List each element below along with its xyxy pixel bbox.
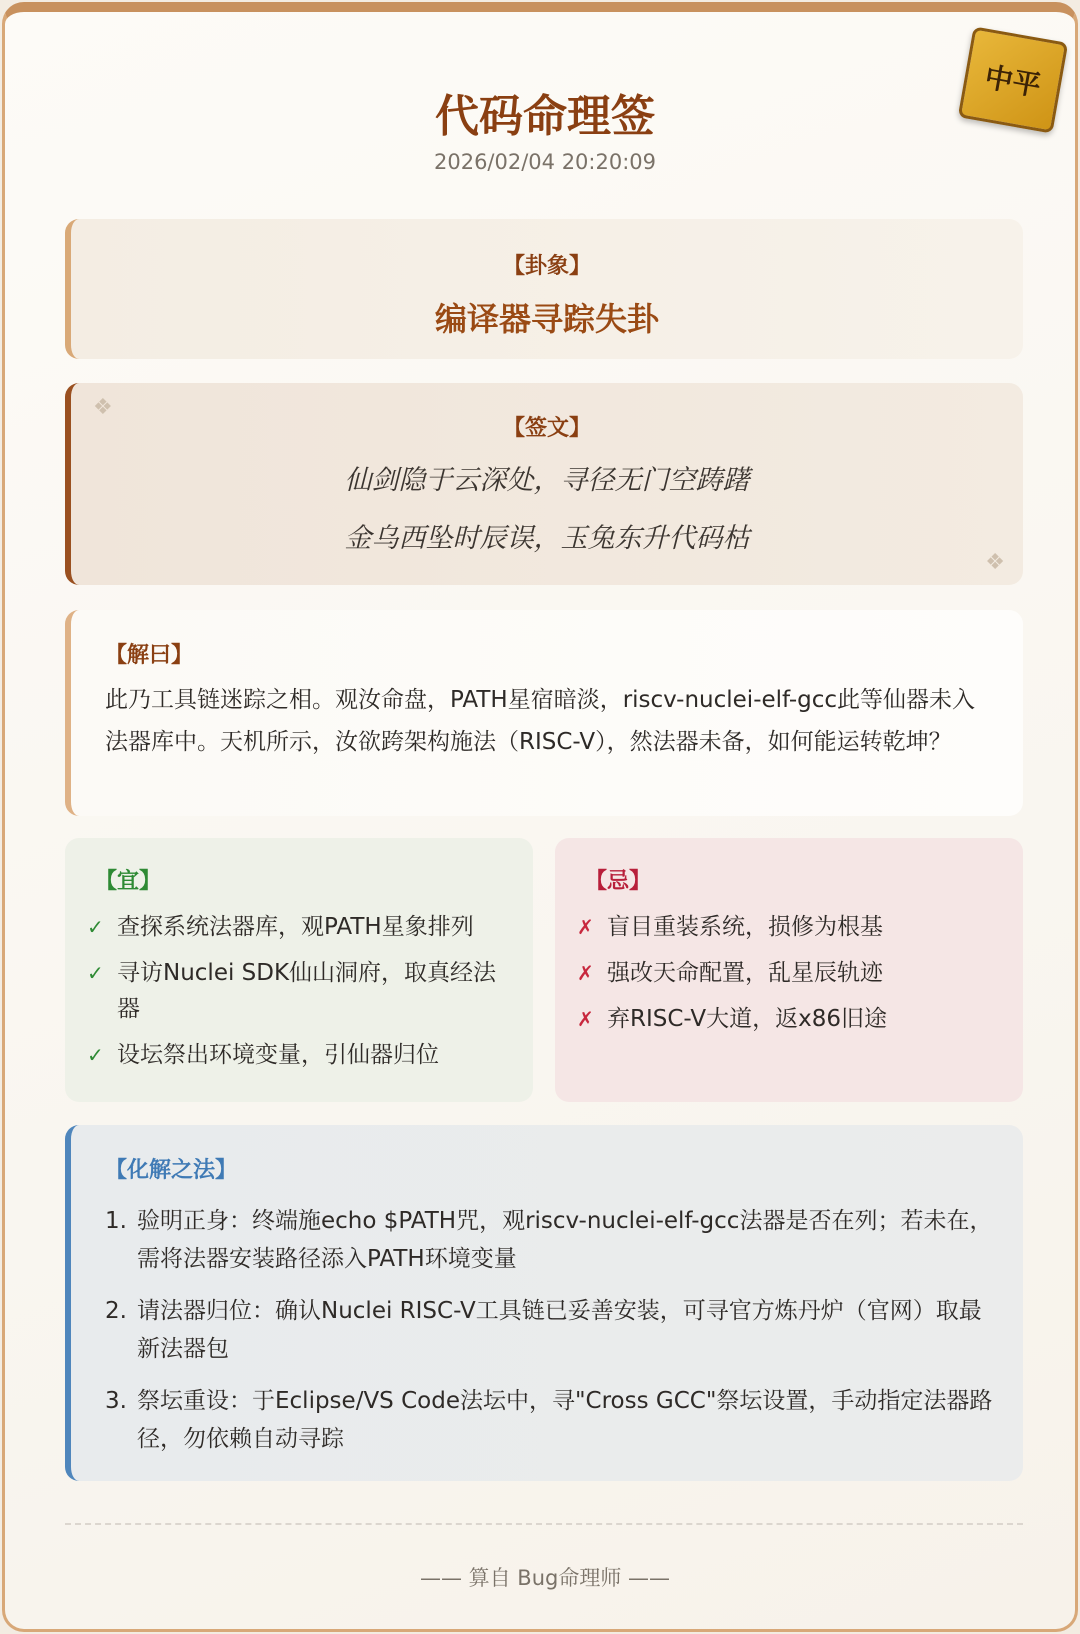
check-icon: ✓ — [87, 961, 104, 985]
verse-line: 仙剑隐于云深处，寻径无门空踌躇 — [344, 465, 750, 496]
gua-name: 编译器寻踪失卦 — [434, 300, 659, 338]
list-item — [87, 1037, 513, 1073]
hua-label: 【化解之法】 — [105, 1158, 238, 1183]
list-item-text: 弃RISC-V大道，返x86旧途 — [607, 1006, 887, 1032]
step-number: 2. — [105, 1298, 127, 1324]
qian-label: 【签文】 — [502, 416, 591, 441]
footer-signature: —— 算自 Bug命理师 —— — [419, 1566, 671, 1590]
step-item — [105, 1382, 993, 1458]
list-item-text: 设坛祭出环境变量，引仙器归位 — [117, 1042, 439, 1068]
gua-section — [65, 219, 1023, 359]
check-icon: ✓ — [87, 915, 104, 939]
step-text: 请法器归位：确认Nuclei RISC-V工具链已妥善安装，可寻官方炼丹炉（官网）取最新法器包 — [137, 1298, 982, 1362]
list-item-text: 查探系统法器库，观PATH星象排列 — [117, 914, 474, 940]
check-icon: ✓ — [87, 1043, 104, 1067]
verse-line: 金乌西坠时辰误，玉兔东升代码枯 — [344, 523, 750, 554]
list-item — [577, 955, 1003, 991]
yi-section — [65, 838, 533, 1102]
timestamp: 2026/02/04 20:20:09 — [433, 150, 657, 174]
step-item — [105, 1292, 993, 1368]
fortune-card — [2, 2, 1078, 1632]
list-item — [577, 909, 1003, 945]
qian-section — [65, 383, 1023, 585]
list-item — [577, 1001, 1003, 1037]
cross-icon: ✗ — [577, 1007, 594, 1031]
list-item-text: 盲目重装系统，损修为根基 — [607, 914, 883, 940]
gua-label: 【卦象】 — [502, 254, 591, 279]
jie-section — [65, 610, 1023, 816]
list-item — [87, 909, 513, 945]
list-item-text: 强改天命配置，乱星辰轨迹 — [607, 960, 883, 986]
jie-text: 此乃工具链迷踪之相。观汝命盘，PATH星宿暗淡，riscv-nuclei-elf-gcc此等仙器未入法器库中。天机所示，汝欲跨架构施法（RISC-V），然法器未备，如何能运转乾坤？ — [105, 687, 976, 755]
step-number: 1. — [105, 1208, 127, 1234]
hua-steps — [105, 1202, 993, 1458]
step-text: 祭坛重设：于Eclipse/VS Code法坛中，寻"Cross GCC"祭坛设置，手动指定法器路径，勿依赖自动寻踪 — [137, 1388, 993, 1452]
list-item-text: 寻访Nuclei SDK仙山洞府，取真经法器 — [117, 960, 497, 1022]
step-text: 验明正身：终端施echo $PATH咒，观riscv-nuclei-elf-gcc法器是否在列；若未在，需将法器安装路径添入PATH环境变量 — [137, 1208, 993, 1272]
jie-label: 【解曰】 — [105, 643, 194, 668]
yi-label: 【宜】 — [95, 869, 162, 894]
ji-list — [577, 909, 1003, 1037]
cross-icon: ✗ — [577, 915, 594, 939]
step-number: 3. — [105, 1388, 127, 1414]
ornament-diamond-icon: ❖ — [93, 395, 113, 420]
yi-list — [87, 909, 513, 1073]
hua-section — [65, 1125, 1023, 1481]
cross-icon: ✗ — [577, 961, 594, 985]
list-item — [87, 955, 513, 1027]
ornament-diamond-icon: ❖ — [985, 550, 1005, 575]
ji-label: 【忌】 — [585, 869, 652, 894]
page-title: 代码命理签 — [435, 91, 655, 142]
divider — [65, 1523, 1023, 1525]
step-item — [105, 1202, 993, 1278]
ji-section — [555, 838, 1023, 1102]
fortune-level-text: 中平 — [982, 60, 1044, 103]
